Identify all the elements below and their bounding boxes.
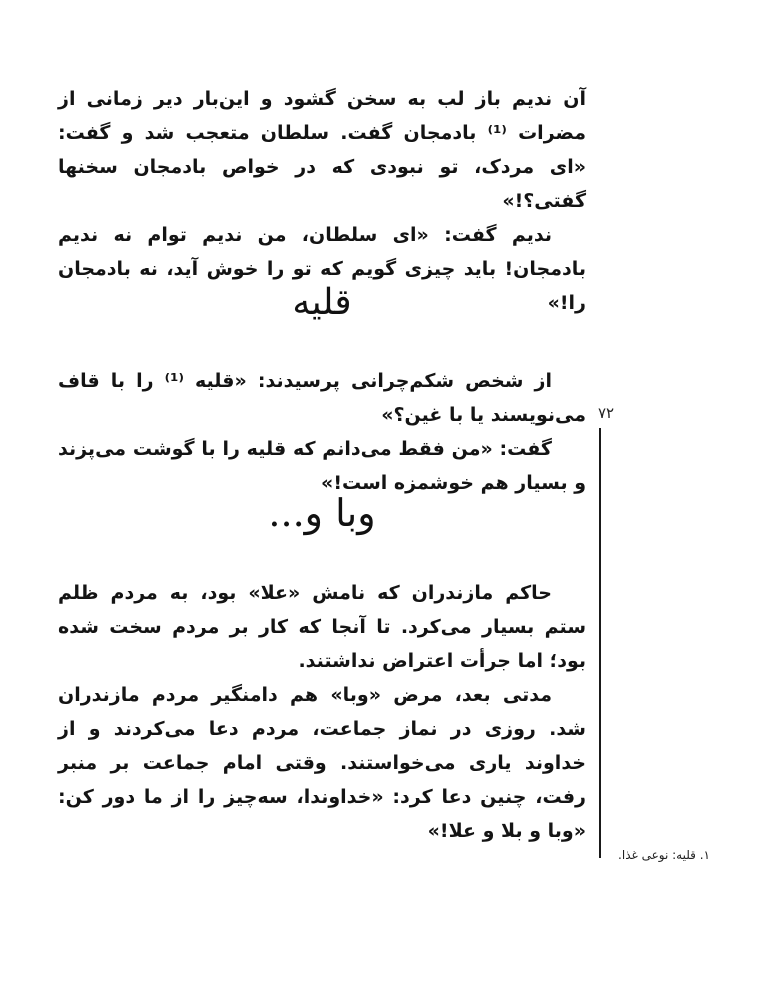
- paragraph: حاکم مازندران که نامش «علا» بود، به مردم ظلم ستم بسیار می‌کرد. تا آنجا که کار بر مردم سخت شده بود؛ اما جرأت اعتراض نداشتند.: [58, 582, 586, 672]
- margin-rule: [599, 428, 601, 858]
- section-title-ghalieh: قلیه: [292, 282, 352, 323]
- section-ghalieh: [58, 364, 586, 500]
- footnote: ۱. قلیه: نوعی غذا.: [618, 848, 710, 862]
- section-title-vaba: وبا و...: [268, 491, 376, 535]
- section-vaba: [58, 576, 586, 848]
- paragraph: گفت: «من فقط می‌دانم که قلیه را با گوشت می‌پزند و بسیار هم خوشمزه است!»: [58, 438, 586, 494]
- paragraph: از شخص شکم‌چرانی پرسیدند: «قلیه ⁽¹⁾ را با قاف می‌نویسند یا با غین؟»: [58, 370, 586, 426]
- paragraph: آن ندیم باز لب به سخن گشود و این‌بار دیر زمانی از مضرات ⁽¹⁾ بادمجان گفت. سلطان متعجب شد و گفت: «ای مردک، تو نبودی که در خواص بادمجان سخنها گفتی؟!»: [58, 88, 586, 212]
- paragraph: مدتی بعد، مرض «وبا» هم دامنگیر مردم مازندران شد. روزی در نماز جماعت، مردم دعا می‌کردند و از خداوند یاری می‌خواستند. وقتی امام جماعت بر منبر رفت، چنین دعا کرد: «خداوندا، سه‌چیز را از ما دور کن: «وبا و بلا و علا!»: [58, 684, 586, 842]
- paragraph: ندیم گفت: «ای سلطان، من ندیم توام نه ندیم بادمجان! باید چیزی گویم که تو را خوش آید، نه بادمجان را!»: [58, 224, 586, 314]
- page-number: ۷۲: [598, 404, 615, 422]
